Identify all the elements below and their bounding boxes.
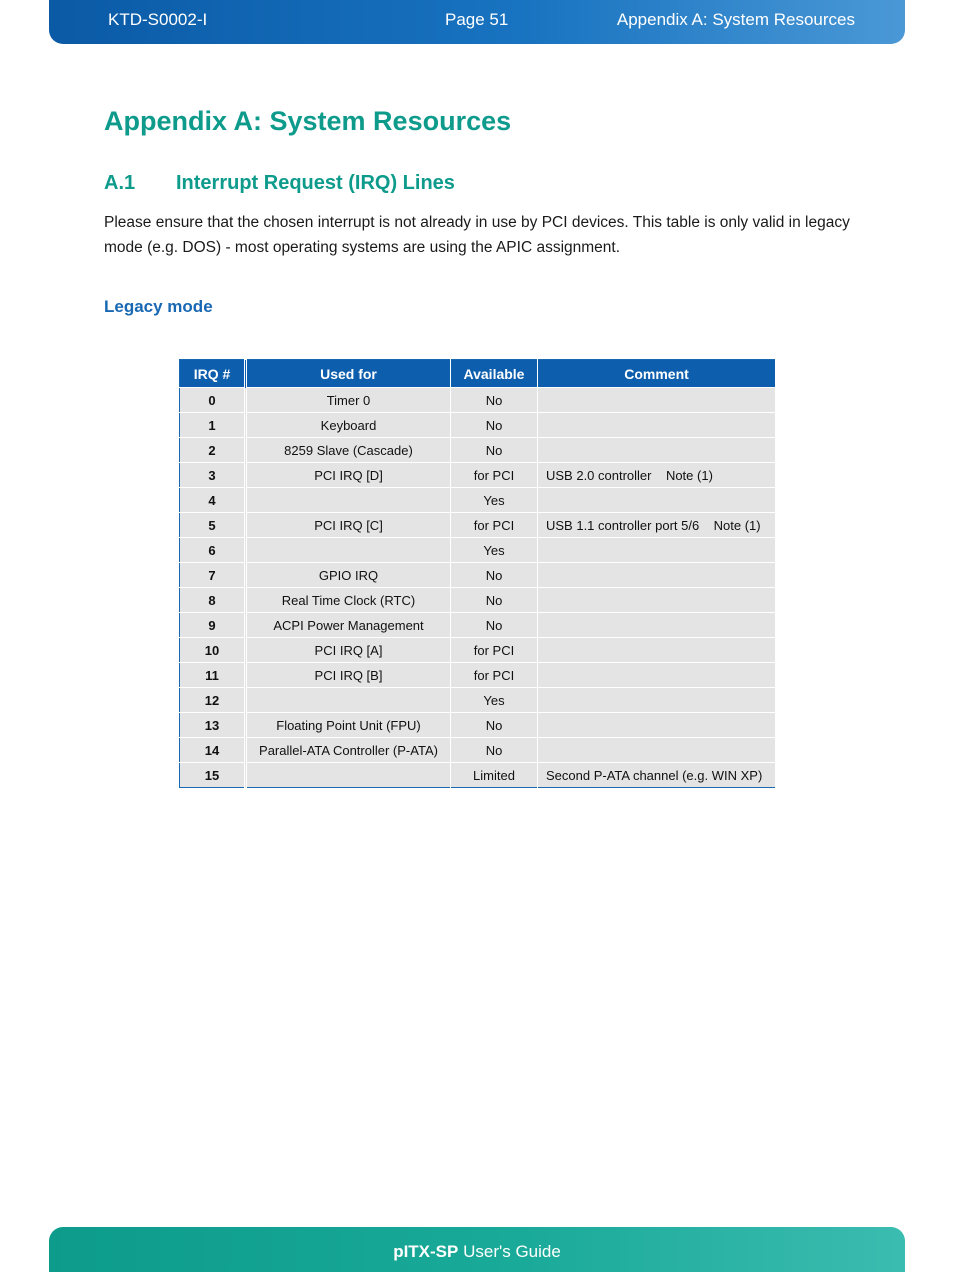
used-for-cell: PCI IRQ [A] [246, 638, 451, 663]
irq-number-cell: 15 [180, 763, 246, 788]
document-id: KTD-S0002-I [108, 10, 208, 29]
comment-cell: USB 1.1 controller port 5/6 Note (1) [538, 513, 776, 538]
subsection-title: Interrupt Request (IRQ) Lines [176, 172, 455, 194]
table-header-row [180, 360, 776, 388]
used-for-cell: PCI IRQ [C] [246, 513, 451, 538]
used-for-cell: 8259 Slave (Cascade) [246, 438, 451, 463]
comment-cell [538, 388, 776, 413]
used-for-cell [246, 688, 451, 713]
irq-number-cell: 7 [180, 563, 246, 588]
table-row [180, 588, 776, 613]
table-row [180, 688, 776, 713]
available-cell: No [451, 563, 538, 588]
irq-number-cell: 9 [180, 613, 246, 638]
irq-number-cell: 0 [180, 388, 246, 413]
table-row [180, 713, 776, 738]
used-for-cell [246, 488, 451, 513]
available-cell: Limited [451, 763, 538, 788]
table-row [180, 413, 776, 438]
available-cell: No [451, 613, 538, 638]
legacy-mode-heading: Legacy mode [104, 297, 213, 316]
used-for-cell: Floating Point Unit (FPU) [246, 713, 451, 738]
available-cell: No [451, 438, 538, 463]
table-row [180, 613, 776, 638]
irq-number-cell: 10 [180, 638, 246, 663]
comment-cell [538, 663, 776, 688]
available-cell: Yes [451, 538, 538, 563]
used-for-cell: PCI IRQ [B] [246, 663, 451, 688]
used-for-cell: Parallel-ATA Controller (P-ATA) [246, 738, 451, 763]
available-cell: for PCI [451, 663, 538, 688]
table-body [180, 388, 776, 788]
comment-cell [538, 488, 776, 513]
comment-cell: USB 2.0 controller Note (1) [538, 463, 776, 488]
irq-number-cell: 12 [180, 688, 246, 713]
table-row [180, 563, 776, 588]
irq-number-cell: 6 [180, 538, 246, 563]
irq-number-cell: 11 [180, 663, 246, 688]
used-for-cell [246, 763, 451, 788]
column-header-irq: IRQ # [180, 360, 246, 388]
irq-number-cell: 14 [180, 738, 246, 763]
irq-table [179, 359, 776, 788]
used-for-cell: Keyboard [246, 413, 451, 438]
page-header [49, 0, 905, 44]
available-cell: No [451, 738, 538, 763]
available-cell: Yes [451, 688, 538, 713]
available-cell: No [451, 388, 538, 413]
column-header-used-for: Used for [246, 360, 451, 388]
table-row [180, 488, 776, 513]
footer-product-name: pITX-SP [393, 1242, 459, 1261]
comment-cell [538, 413, 776, 438]
comment-cell [538, 538, 776, 563]
table-row [180, 638, 776, 663]
available-cell: No [451, 413, 538, 438]
table-row [180, 388, 776, 413]
comment-cell [538, 563, 776, 588]
used-for-cell: Real Time Clock (RTC) [246, 588, 451, 613]
irq-number-cell: 8 [180, 588, 246, 613]
available-cell: No [451, 588, 538, 613]
irq-number-cell: 4 [180, 488, 246, 513]
available-cell: No [451, 713, 538, 738]
used-for-cell: Timer 0 [246, 388, 451, 413]
footer-guide-label: User's Guide [458, 1242, 561, 1261]
table-row [180, 738, 776, 763]
page-number: Page 51 [445, 10, 509, 29]
column-header-available: Available [451, 360, 538, 388]
available-cell: for PCI [451, 513, 538, 538]
comment-cell [538, 688, 776, 713]
available-cell: Yes [451, 488, 538, 513]
table-row [180, 538, 776, 563]
page-title: Appendix A: System Resources [104, 106, 512, 136]
table-row [180, 438, 776, 463]
page-footer [49, 1227, 905, 1272]
column-header-comment: Comment [538, 360, 776, 388]
available-cell: for PCI [451, 463, 538, 488]
used-for-cell: ACPI Power Management [246, 613, 451, 638]
table-row [180, 463, 776, 488]
available-cell: for PCI [451, 638, 538, 663]
comment-cell [538, 638, 776, 663]
subsection-number: A.1 [104, 172, 136, 194]
table-row [180, 663, 776, 688]
used-for-cell: GPIO IRQ [246, 563, 451, 588]
used-for-cell [246, 538, 451, 563]
comment-cell: Second P-ATA channel (e.g. WIN XP) [538, 763, 776, 788]
comment-cell [538, 738, 776, 763]
comment-cell [538, 713, 776, 738]
header-section-title: Appendix A: System Resources [616, 10, 855, 29]
irq-number-cell: 3 [180, 463, 246, 488]
table-row [180, 513, 776, 538]
irq-number-cell: 13 [180, 713, 246, 738]
used-for-cell: PCI IRQ [D] [246, 463, 451, 488]
irq-number-cell: 1 [180, 413, 246, 438]
comment-cell [538, 613, 776, 638]
intro-paragraph: Please ensure that the chosen interrupt is not already in use by PCI devices. This table is only valid in legacy mode (e.g. DOS) - most operating systems are using the APIC assignment. [104, 214, 850, 256]
irq-number-cell: 2 [180, 438, 246, 463]
subsection-heading [104, 172, 455, 195]
irq-number-cell: 5 [180, 513, 246, 538]
comment-cell [538, 588, 776, 613]
table-row [180, 763, 776, 788]
comment-cell [538, 438, 776, 463]
